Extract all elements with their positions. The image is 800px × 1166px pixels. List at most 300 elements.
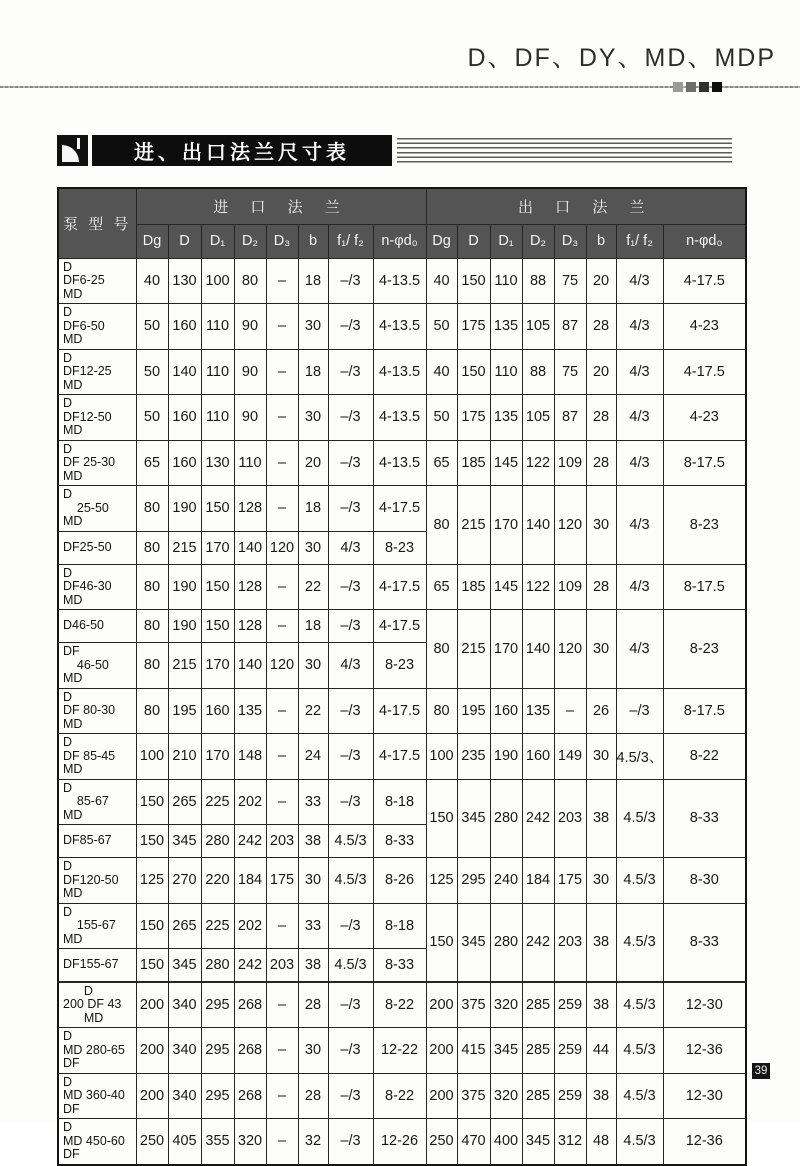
inlet-cell: 140: [234, 531, 266, 564]
model-line: D: [63, 487, 73, 501]
inlet-cell: –/3: [328, 1073, 373, 1119]
model-line: MD: [63, 931, 83, 946]
outlet-cell: 150: [426, 903, 457, 982]
outlet-cell: 140: [522, 610, 554, 689]
inlet-cell: 270: [168, 858, 201, 904]
inlet-cell: 32: [298, 1119, 328, 1165]
model-cell: [58, 825, 136, 858]
inlet-cell: 110: [201, 349, 234, 395]
outlet-cell: 135: [490, 304, 522, 350]
inlet-cell: –: [266, 1073, 298, 1119]
inlet-cell: –: [266, 395, 298, 441]
section-title-row: [57, 135, 757, 166]
section-title-banner: 进、出口法兰尺寸表: [92, 135, 392, 166]
inlet-cell: 80: [136, 564, 168, 610]
model-line: DF6-25: [63, 273, 105, 287]
model-cell: [58, 564, 136, 610]
inlet-cell: –/3: [328, 486, 373, 532]
inlet-cell: 80: [136, 643, 168, 689]
model-cell: [58, 643, 136, 689]
inlet-cell: 4-17.5: [373, 610, 426, 643]
inlet-cell: –: [266, 903, 298, 949]
outlet-cell: 4.5/3: [616, 1073, 663, 1119]
table-row: [58, 486, 746, 532]
model-cell: [58, 440, 136, 486]
inlet-cell: –: [266, 349, 298, 395]
outlet-cell: 190: [490, 734, 522, 780]
inlet-cell: 200: [136, 1073, 168, 1119]
group-header-row: [58, 188, 746, 224]
outlet-cell: 80: [426, 688, 457, 734]
inlet-cell: 4-17.5: [373, 688, 426, 734]
inlet-cell: 202: [234, 779, 266, 825]
series-title: D、DF、DY、MD、MDP: [467, 44, 776, 72]
model-line: D: [63, 1074, 73, 1089]
inlet-cell: –: [266, 1028, 298, 1074]
outlet-cell: 20: [586, 349, 616, 395]
inlet-cell: 50: [136, 349, 168, 395]
inlet-cell: –/3: [328, 688, 373, 734]
outlet-cell: 30: [586, 610, 616, 689]
inlet-cell: 30: [298, 1028, 328, 1074]
inlet-cell: 203: [266, 949, 298, 982]
column-group-outlet: 出 口 法 兰: [426, 188, 746, 224]
model-line: MD: [63, 807, 83, 822]
outlet-cell: 122: [522, 564, 554, 610]
inlet-cell: 150: [201, 486, 234, 532]
outlet-cell: 195: [457, 688, 490, 734]
inlet-cell: 128: [234, 610, 266, 643]
outlet-cell: 122: [522, 440, 554, 486]
outlet-cell: 4.5/3、: [616, 734, 663, 780]
outlet-cell: 80: [426, 486, 457, 565]
inlet-cell: 4-13.5: [373, 440, 426, 486]
outlet-cell: 375: [457, 1073, 490, 1119]
outlet-cell: 4/3: [616, 440, 663, 486]
model-line: D: [63, 735, 73, 749]
column-header-inlet-0: Dg: [136, 224, 168, 258]
model-cell: [58, 1119, 136, 1165]
model-cell: [58, 258, 136, 304]
inlet-cell: 184: [234, 858, 266, 904]
outlet-cell: 50: [426, 304, 457, 350]
inlet-cell: 130: [168, 258, 201, 304]
inlet-cell: 345: [168, 949, 201, 982]
model-line: MD: [63, 592, 83, 607]
model-line: D46-50: [63, 618, 104, 633]
model-line: DF46-30: [63, 579, 112, 593]
column-header-outlet-6: f₁/ f₂: [616, 224, 663, 258]
outlet-cell: 65: [426, 440, 457, 486]
outlet-cell: 170: [490, 610, 522, 689]
table-row: [58, 1028, 746, 1074]
inlet-cell: 28: [298, 982, 328, 1028]
inlet-cell: –: [266, 982, 298, 1028]
inlet-cell: 195: [168, 688, 201, 734]
table-body: [58, 258, 746, 1165]
outlet-cell: 4/3: [616, 304, 663, 350]
table-row: [58, 982, 746, 1028]
table-row: [58, 734, 746, 780]
inlet-cell: 4.5/3: [328, 949, 373, 982]
model-cell: [58, 734, 136, 780]
inlet-cell: 38: [298, 825, 328, 858]
outlet-cell: 280: [490, 779, 522, 858]
outlet-cell: 8-22: [663, 734, 746, 780]
outlet-cell: 242: [522, 903, 554, 982]
inlet-cell: 345: [168, 825, 201, 858]
outlet-cell: 109: [554, 440, 586, 486]
model-line: DF 25-30: [63, 455, 116, 469]
outlet-cell: 345: [490, 1028, 522, 1074]
model-line: MD: [63, 671, 83, 685]
inlet-cell: 170: [201, 734, 234, 780]
flange-table: [57, 187, 747, 1166]
outlet-cell: 110: [490, 258, 522, 304]
inlet-cell: –: [266, 440, 298, 486]
outlet-cell: 75: [554, 258, 586, 304]
outlet-cell: 8-17.5: [663, 688, 746, 734]
column-header-inlet-4: D₃: [266, 224, 298, 258]
outlet-cell: 4.5/3: [616, 858, 663, 904]
inlet-cell: 18: [298, 486, 328, 532]
table-row: [58, 688, 746, 734]
model-cell: [58, 349, 136, 395]
outlet-cell: 4-23: [663, 304, 746, 350]
table-header: [58, 188, 746, 258]
outlet-cell: 4/3: [616, 564, 663, 610]
inlet-cell: 8-33: [373, 949, 426, 982]
inlet-cell: 150: [136, 949, 168, 982]
inlet-cell: 12-22: [373, 1028, 426, 1074]
column-header-inlet-1: D: [168, 224, 201, 258]
outlet-cell: 38: [586, 903, 616, 982]
outlet-cell: 259: [554, 982, 586, 1028]
model-line: MD: [63, 1010, 104, 1025]
inlet-cell: –: [266, 486, 298, 532]
outlet-cell: 150: [426, 779, 457, 858]
inlet-cell: 148: [234, 734, 266, 780]
table-row: [58, 304, 746, 350]
model-line: D: [63, 904, 73, 919]
inlet-cell: 80: [136, 531, 168, 564]
model-line: DF: [63, 1056, 80, 1070]
inlet-cell: –: [266, 1119, 298, 1165]
inlet-cell: –: [266, 258, 298, 304]
model-cell: [58, 982, 136, 1028]
outlet-cell: 87: [554, 395, 586, 441]
inlet-cell: 242: [234, 949, 266, 982]
outlet-cell: 87: [554, 304, 586, 350]
inlet-cell: 4-13.5: [373, 258, 426, 304]
inlet-cell: 22: [298, 564, 328, 610]
outlet-cell: 8-23: [663, 610, 746, 689]
model-line: MD: [63, 514, 83, 528]
outlet-cell: 295: [457, 858, 490, 904]
outlet-cell: 30: [586, 734, 616, 780]
inlet-cell: 210: [168, 734, 201, 780]
outlet-cell: 28: [586, 440, 616, 486]
model-cell: [58, 949, 136, 982]
inlet-cell: 12-26: [373, 1119, 426, 1165]
inlet-cell: 8-33: [373, 825, 426, 858]
inlet-cell: 30: [298, 531, 328, 564]
outlet-cell: 30: [586, 486, 616, 565]
inlet-cell: 8-18: [373, 779, 426, 825]
inlet-cell: 280: [201, 825, 234, 858]
outlet-cell: 20: [586, 258, 616, 304]
inlet-cell: 30: [298, 643, 328, 689]
outlet-cell: 203: [554, 779, 586, 858]
inlet-cell: 203: [266, 825, 298, 858]
model-line: DF 85-45: [63, 748, 116, 763]
inlet-cell: 50: [136, 304, 168, 350]
inlet-cell: 80: [136, 610, 168, 643]
outlet-cell: 4/3: [616, 610, 663, 689]
inlet-cell: –/3: [328, 779, 373, 825]
column-header-inlet-6: f₁/ f₂: [328, 224, 373, 258]
inlet-cell: 110: [201, 395, 234, 441]
outlet-cell: 184: [522, 858, 554, 904]
table-row: [58, 564, 746, 610]
column-header-outlet-0: Dg: [426, 224, 457, 258]
inlet-cell: 4/3: [328, 643, 373, 689]
outlet-cell: –: [554, 688, 586, 734]
model-cell: [58, 304, 136, 350]
outlet-cell: 30: [586, 858, 616, 904]
column-header-model: 泵 型 号: [58, 188, 136, 258]
outlet-cell: 28: [586, 395, 616, 441]
model-cell: [58, 1073, 136, 1119]
inlet-cell: 90: [234, 304, 266, 350]
inlet-cell: 50: [136, 395, 168, 441]
outlet-cell: 250: [426, 1119, 457, 1165]
outlet-cell: 175: [457, 395, 490, 441]
outlet-cell: 40: [426, 258, 457, 304]
model-line: D: [63, 396, 73, 410]
model-cell: [58, 688, 136, 734]
model-line: D: [63, 1029, 73, 1043]
inlet-cell: 8-22: [373, 982, 426, 1028]
inlet-cell: –/3: [328, 903, 373, 949]
model-cell: [58, 610, 136, 643]
model-line: D: [63, 441, 73, 456]
inlet-cell: 160: [168, 440, 201, 486]
inlet-cell: 150: [201, 610, 234, 643]
inlet-cell: 340: [168, 1028, 201, 1074]
outlet-cell: 38: [586, 779, 616, 858]
outlet-cell: 200: [426, 1073, 457, 1119]
outlet-cell: 175: [554, 858, 586, 904]
model-line: DF12-25: [63, 364, 112, 378]
inlet-cell: 24: [298, 734, 328, 780]
outlet-cell: 150: [457, 349, 490, 395]
inlet-cell: 8-23: [373, 643, 426, 689]
inlet-cell: 200: [136, 1028, 168, 1074]
inlet-cell: 80: [136, 486, 168, 532]
outlet-cell: 4-23: [663, 395, 746, 441]
model-line: DF6-50: [63, 318, 105, 333]
outlet-cell: 375: [457, 982, 490, 1028]
outlet-cell: 110: [490, 349, 522, 395]
outlet-cell: 145: [490, 564, 522, 610]
outlet-cell: 259: [554, 1028, 586, 1074]
inlet-cell: 110: [234, 440, 266, 486]
model-cell: [58, 779, 136, 825]
model-line: DF85-67: [63, 833, 112, 848]
inlet-cell: 80: [136, 688, 168, 734]
inlet-cell: 4-17.5: [373, 734, 426, 780]
outlet-cell: 26: [586, 688, 616, 734]
model-line: D: [63, 689, 73, 704]
outlet-cell: 8-23: [663, 486, 746, 565]
column-header-row: [58, 224, 746, 258]
outlet-cell: 12-36: [663, 1119, 746, 1165]
model-line: D: [63, 350, 73, 365]
inlet-cell: 33: [298, 903, 328, 949]
outlet-cell: 88: [522, 258, 554, 304]
header-rule: [0, 86, 800, 88]
model-line: MD: [63, 716, 83, 731]
inlet-cell: 4-17.5: [373, 486, 426, 532]
outlet-cell: 235: [457, 734, 490, 780]
inlet-cell: 8-18: [373, 903, 426, 949]
outlet-cell: 203: [554, 903, 586, 982]
outlet-cell: 345: [457, 903, 490, 982]
table-row: [58, 858, 746, 904]
table-row: [58, 395, 746, 441]
outlet-cell: 285: [522, 982, 554, 1028]
outlet-cell: 280: [490, 903, 522, 982]
table-row: [58, 440, 746, 486]
inlet-cell: 18: [298, 258, 328, 304]
outlet-cell: 160: [522, 734, 554, 780]
model-line: 85-67: [63, 794, 109, 808]
rule-square-3: [699, 82, 709, 92]
model-line: MD: [63, 468, 83, 483]
inlet-cell: 225: [201, 779, 234, 825]
inlet-cell: 4.5/3: [328, 825, 373, 858]
inlet-cell: 30: [298, 304, 328, 350]
model-line: D: [63, 859, 73, 873]
inlet-cell: 265: [168, 903, 201, 949]
rule-square-2: [686, 82, 696, 92]
inlet-cell: 125: [136, 858, 168, 904]
model-line: MD 360-40: [63, 1088, 125, 1102]
outlet-cell: –/3: [616, 688, 663, 734]
outlet-cell: 4.5/3: [616, 982, 663, 1028]
inlet-cell: –/3: [328, 982, 373, 1028]
outlet-cell: 312: [554, 1119, 586, 1165]
outlet-cell: 4-17.5: [663, 258, 746, 304]
inlet-cell: –/3: [328, 304, 373, 350]
rule-square-1: [673, 82, 683, 92]
inlet-cell: 150: [136, 779, 168, 825]
outlet-cell: 285: [522, 1028, 554, 1074]
model-line: DF 80-30: [63, 703, 116, 717]
model-line: DF155-67: [63, 957, 119, 971]
inlet-cell: 250: [136, 1119, 168, 1165]
outlet-cell: 145: [490, 440, 522, 486]
column-header-inlet-3: D₂: [234, 224, 266, 258]
inlet-cell: 90: [234, 349, 266, 395]
outlet-cell: 150: [457, 258, 490, 304]
model-cell: [58, 395, 136, 441]
column-header-outlet-3: D₂: [522, 224, 554, 258]
inlet-cell: 100: [201, 258, 234, 304]
model-line: MD 450-60: [63, 1133, 125, 1148]
outlet-cell: 75: [554, 349, 586, 395]
model-cell: [58, 1028, 136, 1074]
outlet-cell: 185: [457, 564, 490, 610]
inlet-cell: 295: [201, 1073, 234, 1119]
model-line: DF: [63, 1147, 80, 1161]
outlet-cell: 65: [426, 564, 457, 610]
outlet-cell: 109: [554, 564, 586, 610]
inlet-cell: 30: [298, 858, 328, 904]
inlet-cell: 225: [201, 903, 234, 949]
inlet-cell: –/3: [328, 395, 373, 441]
table-row: [58, 1073, 746, 1119]
inlet-cell: 120: [266, 531, 298, 564]
inlet-cell: 340: [168, 1073, 201, 1119]
outlet-cell: 259: [554, 1073, 586, 1119]
outlet-cell: 200: [426, 1028, 457, 1074]
outlet-cell: 285: [522, 1073, 554, 1119]
outlet-cell: 240: [490, 858, 522, 904]
model-line: 200 DF 43: [63, 997, 122, 1011]
model-line: MD: [63, 286, 83, 301]
outlet-cell: 170: [490, 486, 522, 565]
outlet-cell: 320: [490, 982, 522, 1028]
inlet-cell: 190: [168, 486, 201, 532]
outlet-cell: 100: [426, 734, 457, 780]
inlet-cell: 18: [298, 610, 328, 643]
brand-logo-icon: [57, 135, 88, 166]
inlet-cell: 4-13.5: [373, 349, 426, 395]
outlet-cell: 345: [457, 779, 490, 858]
inlet-cell: 90: [234, 395, 266, 441]
outlet-cell: 120: [554, 486, 586, 565]
inlet-cell: –/3: [328, 258, 373, 304]
inlet-cell: –: [266, 304, 298, 350]
inlet-cell: –: [266, 779, 298, 825]
inlet-cell: 130: [201, 440, 234, 486]
outlet-cell: 8-33: [663, 779, 746, 858]
inlet-cell: 150: [136, 825, 168, 858]
inlet-cell: 220: [201, 858, 234, 904]
column-header-outlet-4: D₃: [554, 224, 586, 258]
inlet-cell: 340: [168, 982, 201, 1028]
column-header-outlet-1: D: [457, 224, 490, 258]
column-header-inlet-2: D₁: [201, 224, 234, 258]
inlet-cell: 30: [298, 395, 328, 441]
inlet-cell: 320: [234, 1119, 266, 1165]
outlet-cell: 215: [457, 610, 490, 689]
outlet-cell: 48: [586, 1119, 616, 1165]
inlet-cell: 8-26: [373, 858, 426, 904]
inlet-cell: 190: [168, 610, 201, 643]
inlet-cell: 135: [234, 688, 266, 734]
inlet-cell: 355: [201, 1119, 234, 1165]
outlet-cell: 8-30: [663, 858, 746, 904]
outlet-cell: 4/3: [616, 258, 663, 304]
inlet-cell: –: [266, 688, 298, 734]
model-line: DF: [63, 1101, 80, 1116]
inlet-cell: 20: [298, 440, 328, 486]
outlet-cell: 200: [426, 982, 457, 1028]
outlet-cell: 4.5/3: [616, 903, 663, 982]
